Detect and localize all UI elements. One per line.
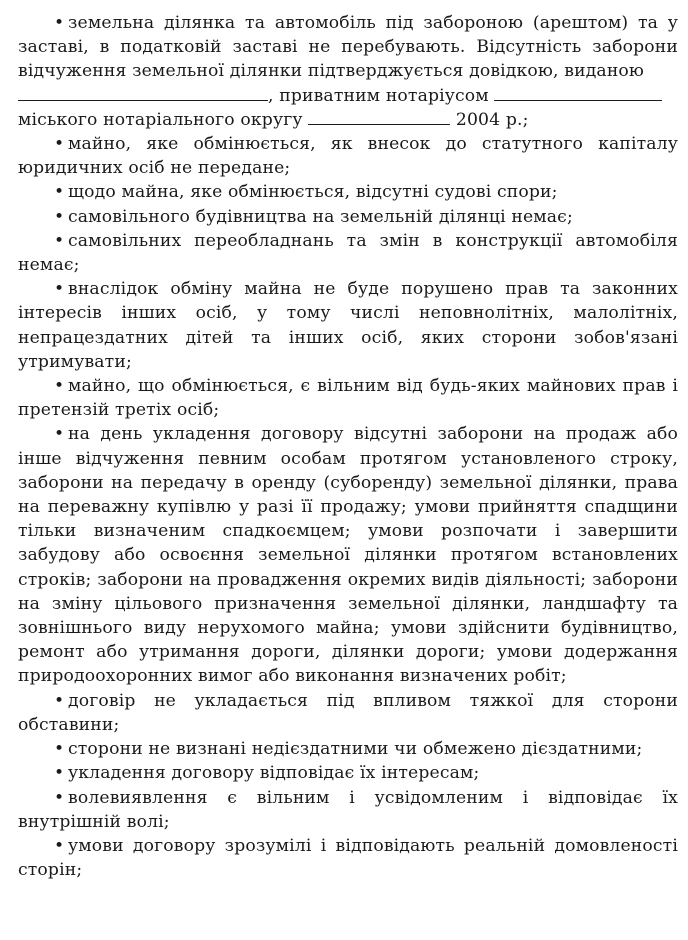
item-text: міського нотаріального округу: [18, 109, 303, 130]
list-item: [18, 11, 678, 132]
blank-line: [18, 86, 268, 101]
bullet-icon: •: [54, 376, 65, 397]
bullet-icon: •: [54, 690, 65, 711]
bullet-icon: •: [54, 279, 65, 300]
list-item: [18, 374, 678, 422]
list-item: [18, 786, 678, 834]
item-text: щодо майна, яке обмінюється, відсутні судові спори;: [68, 182, 558, 203]
item-text: самовільного будівництва на земельній ділянці немає;: [68, 206, 573, 227]
bullet-icon: •: [54, 424, 65, 445]
item-text: волевиявлення є вільним і усвідомленим і відповідає їх внутрішній волі;: [18, 787, 678, 832]
blank-line: [494, 86, 662, 101]
item-text: на день укладення договору відсутні заборони на продаж або інше відчуження певним особам протягом установленого строку, заборони на передачу в оренду (суборенду) земельної ділянки, права на переважну купівлю у разі її продажу; умови прийняття спадщини тільки визначеним спадкоємцем; умови розпочати і завершити забудову або освоєння земельної ділянки протягом встановлених строків; заборони на провадження окремих видів діяльності; заборони на зміну цільового призначення земельної ділянки, ландшафту та зовнішнього виду нерухомого майна; умови здійснити будівництво, ремонт або утримання дороги, ділянки дороги; умови додержання природоохоронних вимог або виконання визначених робіт;: [18, 424, 678, 687]
bullet-icon: •: [54, 13, 65, 33]
list-item: [18, 834, 678, 882]
item-text: земельна ділянка та автомобіль під забороною (арештом) та у заставі, в податковій заставі не перебувають. Відсутність заборони відчуження земельної ділянки підтверджується довідкою, виданою: [18, 13, 678, 82]
bullet-icon: •: [54, 835, 65, 856]
bullet-icon: •: [54, 739, 65, 760]
item-text: умови договору зрозумілі і відповідають реальній домовленості сторін;: [18, 835, 678, 881]
item-text: майно, що обмінюється, є вільним від будь-яких майнових прав і претензій третіх осіб;: [18, 376, 678, 421]
item-text: договір не укладається під впливом тяжкої для сторони обставини;: [18, 690, 678, 735]
bullet-icon: •: [54, 787, 65, 808]
list-item: [18, 422, 678, 688]
blank-line: [308, 110, 450, 125]
bullet-icon: •: [54, 763, 65, 784]
item-text: майно, яке обмінюється, як внесок до статутного капіталу юридичних осіб не передане;: [18, 134, 678, 179]
bullet-icon: •: [54, 206, 65, 227]
item-text: укладення договору відповідає їх інтересам;: [68, 763, 480, 784]
item-text: самовільних переобладнань та змін в конструкції автомобіля немає;: [18, 230, 678, 276]
list-item: [18, 737, 678, 761]
list-item: [18, 205, 678, 229]
bullet-icon: •: [54, 182, 65, 203]
document-page: [18, 11, 678, 882]
bullet-icon: •: [54, 230, 65, 251]
item-text: , приватним нотаріусом: [268, 85, 489, 106]
list-item: [18, 277, 678, 374]
item-text: 2004 р.;: [455, 109, 529, 130]
list-item: [18, 229, 678, 277]
list-item: [18, 180, 678, 204]
item-text: внаслідок обміну майна не буде порушено прав та законних інтересів інших осіб, у тому числі неповнолітніх, малолітніх, непрацездатних дітей та інших осіб, яких сторони зобов'язані утримувати;: [18, 279, 678, 372]
list-item: [18, 132, 678, 180]
bullet-icon: •: [54, 134, 65, 155]
item-text: сторони не визнані недієздатними чи обмежено дієздатними;: [68, 739, 643, 760]
list-item: [18, 689, 678, 737]
list-item: [18, 761, 678, 785]
